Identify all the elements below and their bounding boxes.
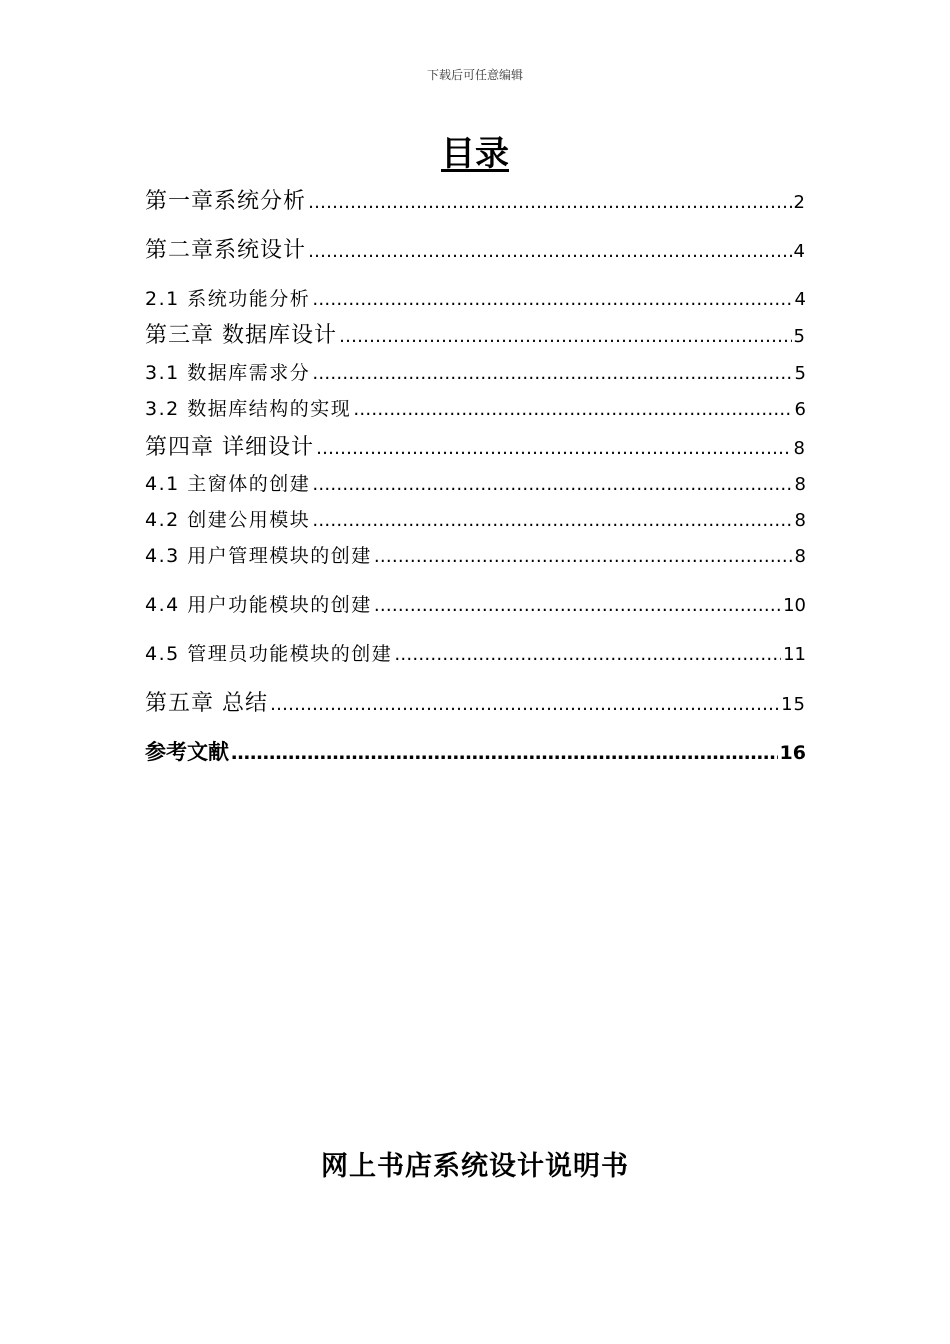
toc-entry[interactable] [145, 590, 806, 617]
toc-entry-page: 8 [794, 546, 806, 567]
dot-leader [339, 326, 792, 347]
document-title: 网上书店系统设计说明书 [321, 1151, 629, 1182]
toc-entry-page: 5 [794, 363, 806, 384]
dot-leader [312, 363, 792, 384]
dot-leader [316, 438, 792, 459]
toc-entry-label: 4.2 创建公用模块 [145, 509, 311, 531]
toc-entry[interactable] [145, 639, 806, 666]
dot-leader [312, 474, 792, 495]
toc-entry[interactable] [145, 686, 806, 717]
toc-entry[interactable] [145, 430, 806, 461]
toc-entry-page: 16 [779, 742, 806, 764]
toc-entry-page: 8 [793, 438, 806, 459]
toc-entry-label: 4.3 用户管理模块的创建 [145, 545, 372, 567]
toc-entry-label: 3.2 数据库结构的实现 [145, 398, 352, 420]
toc-entry-page: 2 [793, 192, 806, 213]
toc-entry-label: 第二章系统设计 [145, 238, 307, 263]
toc-entry[interactable] [145, 736, 806, 766]
toc-title: 目录 [441, 134, 509, 174]
toc-entry[interactable] [145, 233, 806, 264]
toc-entry-page: 4 [793, 241, 806, 262]
dot-leader [308, 241, 792, 262]
toc-entry-page: 10 [783, 595, 806, 616]
dot-leader [394, 644, 781, 665]
toc-entry-label: 第一章系统分析 [145, 189, 307, 214]
toc-entry-page: 4 [794, 289, 806, 310]
toc-entry-page: 8 [794, 474, 806, 495]
toc-entry[interactable] [145, 541, 806, 568]
dot-leader [374, 546, 793, 567]
toc-entry[interactable] [145, 184, 806, 215]
toc-entry[interactable] [145, 505, 806, 532]
toc-entry[interactable] [145, 318, 806, 349]
dot-leader [270, 694, 779, 715]
toc-entry-label: 第五章 总结 [145, 691, 268, 716]
dot-leader [312, 289, 792, 310]
toc-entry-label: 第三章 数据库设计 [145, 323, 337, 348]
toc-entry-label: 参考文献 [145, 740, 229, 764]
toc-entry-label: 第四章 详细设计 [145, 435, 314, 460]
toc-entry-page: 8 [794, 510, 806, 531]
dot-leader [353, 399, 792, 420]
toc-entry[interactable] [145, 284, 806, 311]
toc-entry-page: 5 [793, 326, 806, 347]
toc-entry-label: 4.4 用户功能模块的创建 [145, 594, 372, 616]
page-header: 下载后可任意编辑 [426, 68, 523, 82]
toc-entry-label: 3.1 数据库需求分 [145, 362, 311, 384]
dot-leader [231, 742, 778, 764]
toc-entry[interactable] [145, 394, 806, 421]
toc-entry-page: 15 [781, 694, 806, 715]
dot-leader [374, 595, 781, 616]
dot-leader [308, 192, 792, 213]
toc-entry[interactable] [145, 358, 806, 385]
toc-entry[interactable] [145, 469, 806, 496]
toc-entry-label: 4.5 管理员功能模块的创建 [145, 643, 393, 665]
dot-leader [312, 510, 792, 531]
toc-entry-label: 2.1 系统功能分析 [145, 288, 311, 310]
toc-entry-page: 11 [783, 644, 806, 665]
toc-entry-label: 4.1 主窗体的创建 [145, 473, 311, 495]
toc-entry-page: 6 [794, 399, 806, 420]
